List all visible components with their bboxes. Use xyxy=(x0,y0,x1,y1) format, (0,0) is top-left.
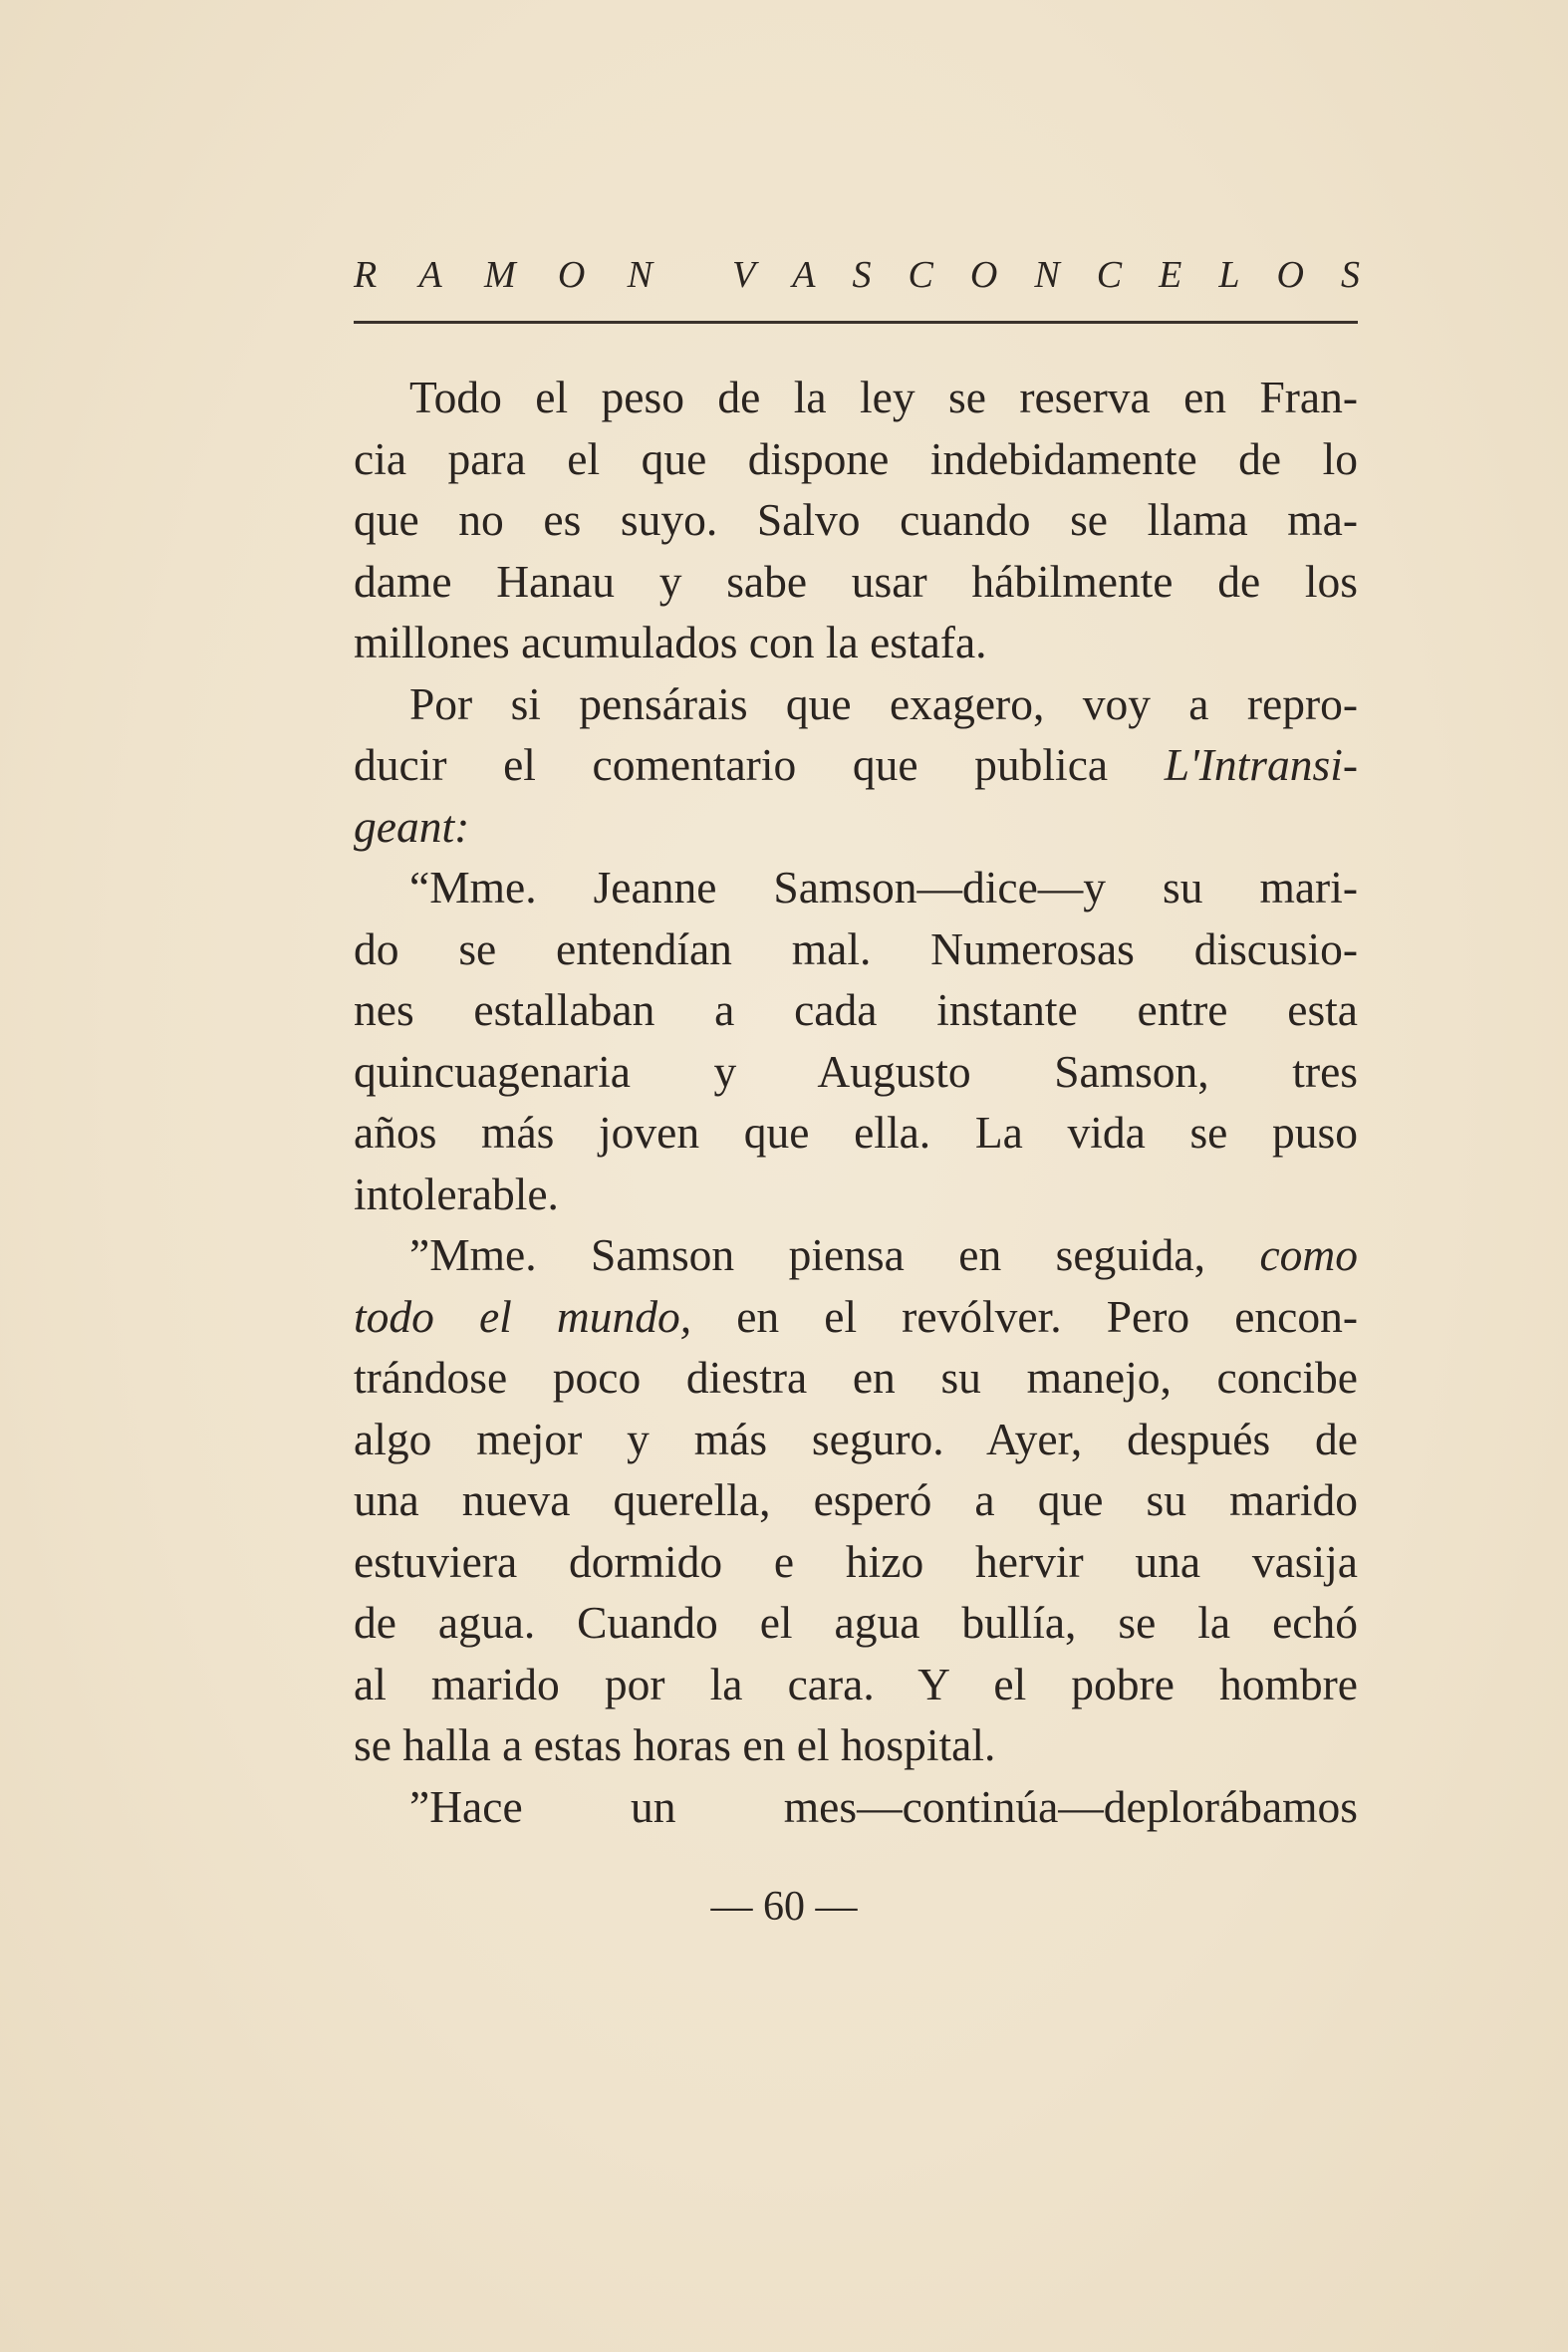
text-line: Por si pensárais que exagero, voy a repro- xyxy=(409,677,1358,729)
italic-phrase: como xyxy=(1259,1229,1358,1280)
text-line: una nueva querella, esperó a que su marido xyxy=(354,1474,1358,1525)
text-line: nes estallaban a cada instante entre esta xyxy=(354,984,1358,1035)
text-line: trándose poco diestra en su manejo, concibe xyxy=(354,1352,1358,1403)
text-line: “Mme. Jeanne Samson—dice—y su mari- xyxy=(409,862,1358,913)
header-rule xyxy=(354,321,1358,324)
text-line: geant: xyxy=(354,800,470,852)
text-line: ”Mme. Samson piensa en seguida, como xyxy=(409,1229,1358,1280)
newspaper-title: L'Intransi- xyxy=(1164,739,1359,790)
text-line: que no es suyo. Salvo cuando se llama ma- xyxy=(354,494,1358,545)
text-line: ducir el comentario que publica L'Intransi- xyxy=(354,739,1359,790)
text-line: intolerable. xyxy=(354,1168,559,1219)
running-head-last-name: V A S C O N C E L O S xyxy=(732,254,1360,296)
text-line: do se entendían mal. Numerosas discusio- xyxy=(354,922,1358,974)
text-line: años más joven que ella. La vida se puso xyxy=(354,1107,1358,1158)
text-line: millones acumulados con la estafa. xyxy=(354,617,987,667)
text-line: cia para el que dispone indebidamente de lo xyxy=(354,432,1358,484)
body-text xyxy=(354,367,1358,1837)
text-line: al marido por la cara. Y el pobre hombre xyxy=(354,1658,1358,1709)
running-head xyxy=(354,253,1360,313)
text-line: ”Hace un mes—continúa—deplorábamos xyxy=(409,1780,1358,1832)
running-head-first-name: R A M O N xyxy=(354,254,653,296)
text-line: estuviera dormido e hizo hervir una vasija xyxy=(354,1535,1358,1587)
text-line: Todo el peso de la ley se reserva en Fran- xyxy=(409,372,1358,422)
text-line: quincuagenaria y Augusto Samson, tres xyxy=(354,1045,1358,1097)
page-number: — 60 — xyxy=(710,1884,858,1930)
text-line: se halla a estas horas en el hospital. xyxy=(354,1719,996,1770)
text-line: algo mejor y más seguro. Ayer, después de xyxy=(354,1413,1358,1464)
text-line: todo el mundo, en el revólver. Pero encon- xyxy=(354,1290,1358,1342)
text-line: de agua. Cuando el agua bullía, se la echó xyxy=(354,1597,1358,1648)
text-line: dame Hanau y sabe usar hábilmente de los xyxy=(354,555,1358,607)
italic-phrase: todo el mundo, xyxy=(354,1290,692,1342)
